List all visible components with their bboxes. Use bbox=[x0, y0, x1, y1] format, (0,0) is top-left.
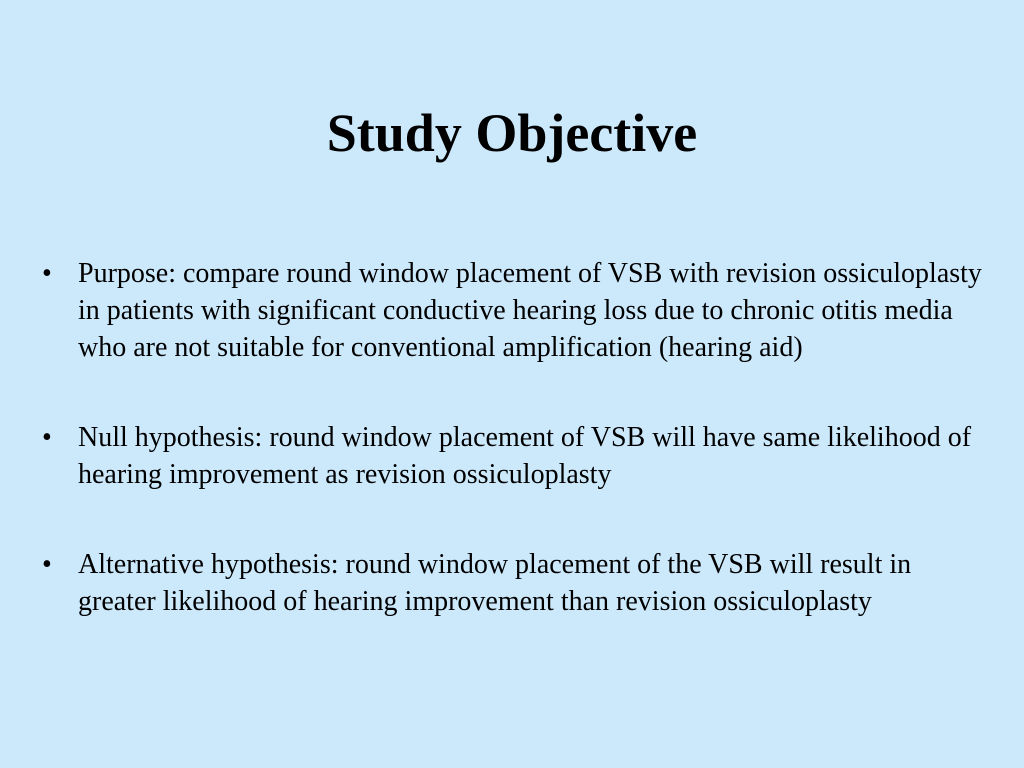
bullet-dot-icon: • bbox=[42, 549, 52, 580]
bullet-list bbox=[42, 255, 992, 620]
bullet-item-alternative-hypothesis bbox=[42, 546, 992, 620]
slide-title: Study Objective bbox=[326, 103, 698, 163]
bullet-dot-icon: • bbox=[42, 422, 52, 453]
bullet-text-alternative-hypothesis: Alternative hypothesis: round window placement of the VSB will result in greater likelihood of hearing improvement than revision ossiculoplasty bbox=[78, 549, 912, 617]
bullet-item-null-hypothesis bbox=[42, 419, 992, 493]
bullet-text-purpose: Purpose: compare round window placement of VSB with revision ossiculoplasty in patients with significant conductive hearing loss due to chronic otitis media who are not suitable for conventional amplification (hearing aid) bbox=[78, 258, 982, 363]
bullet-item-purpose bbox=[42, 255, 992, 366]
bullet-dot-icon: • bbox=[42, 258, 52, 289]
bullet-text-null-hypothesis: Null hypothesis: round window placement of VSB will have same likelihood of hearing improvement as revision ossiculoplasty bbox=[78, 422, 972, 490]
